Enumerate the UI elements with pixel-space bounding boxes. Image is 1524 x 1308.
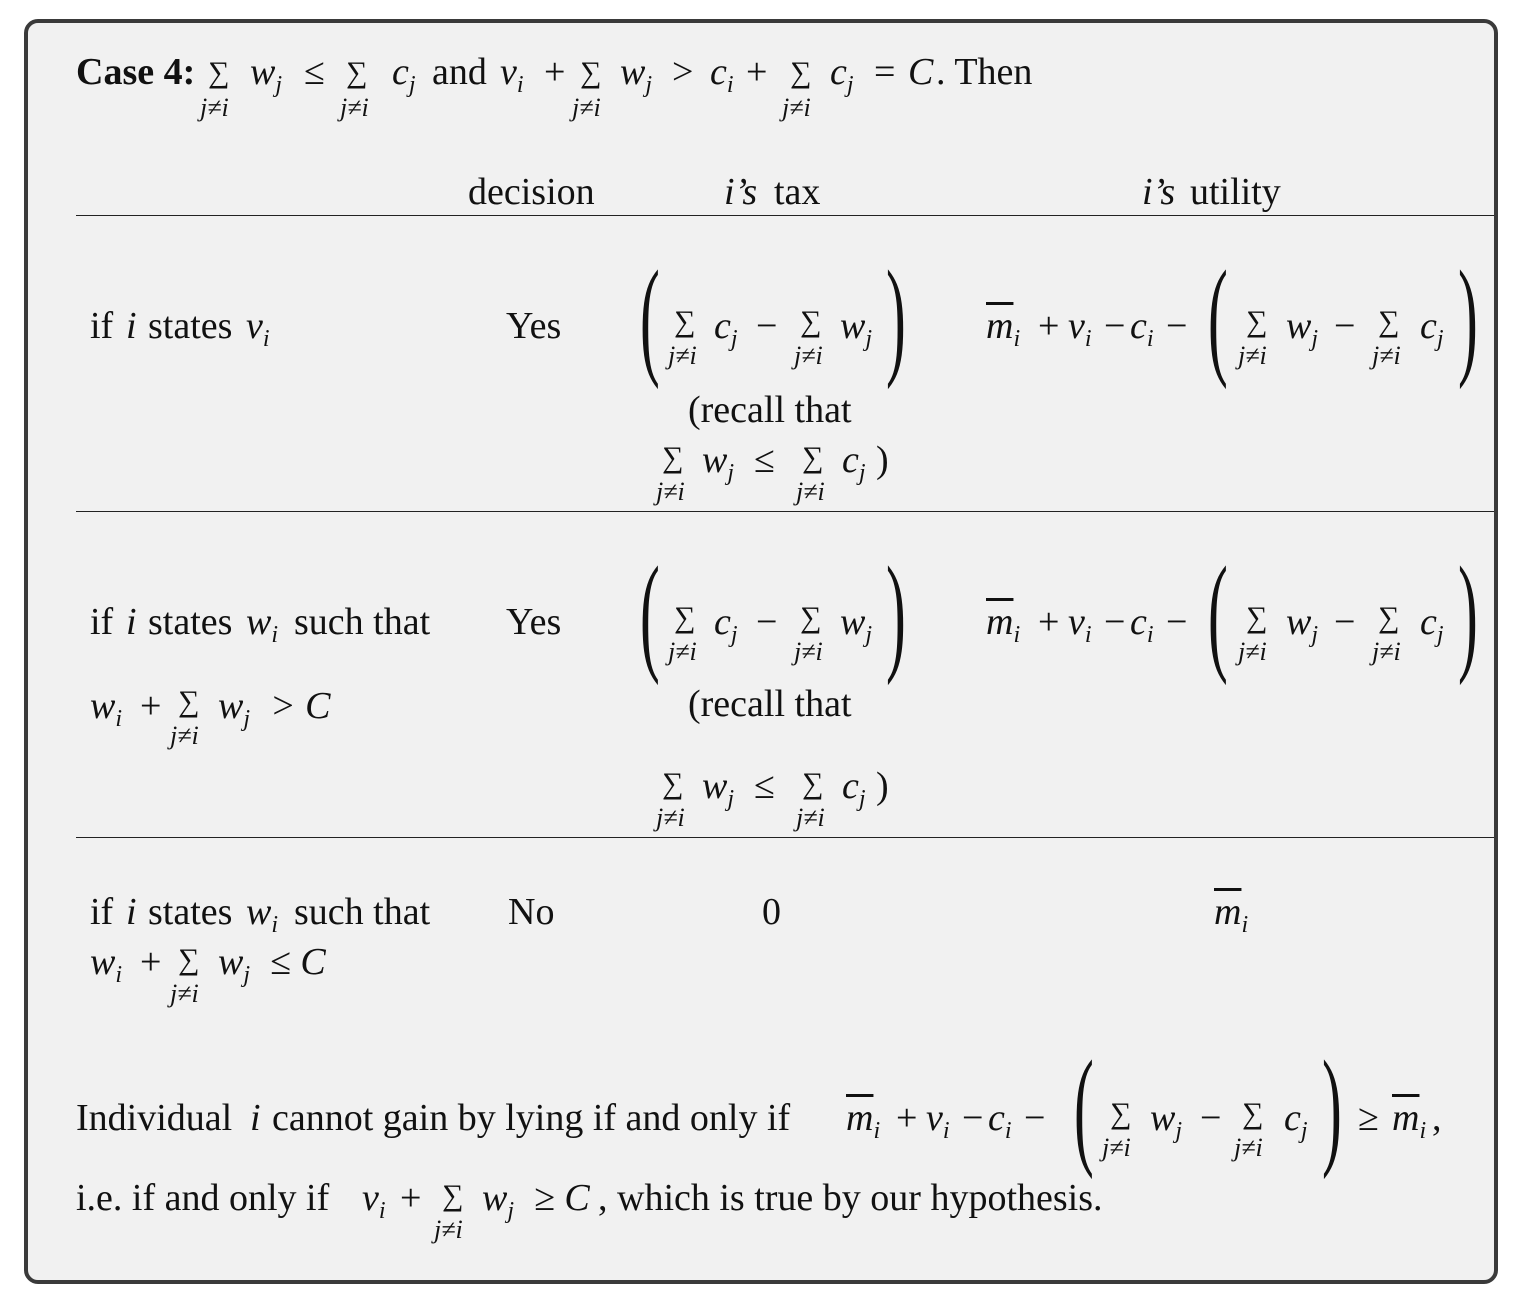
subscript: i <box>378 1198 386 1224</box>
math-text <box>1420 305 1444 352</box>
subscript: j≠i <box>1102 1133 1131 1162</box>
math-text: c <box>710 51 727 93</box>
math-text: w <box>482 1177 508 1219</box>
math-text: c <box>1284 1097 1301 1139</box>
subscript: i <box>1146 326 1154 352</box>
math-text: i.e. if and only if <box>76 1177 330 1219</box>
subscript: i <box>1241 912 1249 938</box>
math-text: v <box>1068 305 1085 347</box>
sum-symbol: ∑ <box>580 56 602 89</box>
math-text: c <box>842 765 859 807</box>
math-text: w <box>840 601 866 643</box>
math-text: if <box>90 601 114 643</box>
math-text <box>1068 601 1092 648</box>
math-text <box>392 51 416 98</box>
math-text: w <box>702 765 728 807</box>
sum-symbol: ∑ <box>1110 1097 1132 1130</box>
subscript: j <box>507 1198 515 1224</box>
math-text <box>1068 305 1092 352</box>
math-text: c <box>842 439 859 481</box>
math-text <box>1286 601 1319 648</box>
math-text: − <box>1334 601 1356 643</box>
sum-symbol: ∑ <box>346 56 368 89</box>
math-text: w <box>246 891 272 933</box>
math-text <box>842 439 866 486</box>
subscript: i <box>271 912 279 938</box>
subscript: j <box>865 326 873 352</box>
subscript: j≠i <box>668 341 697 370</box>
math-text: (recall that <box>688 389 852 431</box>
math-text: i <box>126 601 137 643</box>
subscript: j <box>846 72 854 98</box>
decision-value: Yes <box>506 601 562 643</box>
math-text: + <box>1038 305 1060 347</box>
math-text <box>1130 601 1154 648</box>
math-text: if <box>90 305 114 347</box>
math-text: i <box>126 305 137 347</box>
subscript: j <box>1300 1118 1308 1144</box>
parenthesis: ) <box>886 539 906 686</box>
math-text <box>246 601 279 648</box>
parenthesis: ( <box>640 539 660 686</box>
math-text <box>702 439 735 486</box>
sum-symbol: ∑ <box>800 305 822 338</box>
math-text: $\overline{m}$ <box>1392 1097 1420 1139</box>
math-text: + <box>896 1097 918 1139</box>
math-text: v <box>500 51 517 93</box>
math-text: c <box>1130 305 1147 347</box>
math-text <box>842 765 866 812</box>
math-text: c <box>988 1097 1005 1139</box>
subscript: i <box>942 1118 950 1144</box>
math-text: − <box>1024 1097 1046 1139</box>
math-text <box>90 941 123 988</box>
decision-value: Yes <box>506 305 562 347</box>
subscript: i <box>271 622 279 648</box>
math-text <box>986 601 1021 648</box>
math-text: + <box>746 51 768 93</box>
subscript: i <box>1013 326 1021 352</box>
math-text: − <box>1200 1097 1222 1139</box>
math-text: . Then <box>936 51 1033 93</box>
math-text: states <box>148 305 233 347</box>
col-utility-prefix: i’s <box>1142 171 1176 213</box>
subscript: j≠i <box>1234 1133 1263 1162</box>
math-text: c <box>392 51 409 93</box>
math-text: w <box>90 685 116 727</box>
math-text: ≥ C <box>534 1177 590 1219</box>
case-label: Case 4: <box>76 51 196 93</box>
math-text <box>218 941 251 988</box>
math-text: C <box>908 51 934 93</box>
subscript: j≠i <box>796 803 825 832</box>
subscript: j <box>243 706 251 732</box>
subscript: j <box>1311 326 1319 352</box>
math-text: w <box>1150 1097 1176 1139</box>
sum-symbol: ∑ <box>674 601 696 634</box>
math-text: > C <box>270 685 331 727</box>
math-text: − <box>1104 601 1126 643</box>
sum-symbol: ∑ <box>674 305 696 338</box>
parenthesis: ( <box>640 243 660 390</box>
math-text: > <box>672 51 694 93</box>
math-text: c <box>714 305 731 347</box>
math-text: ) <box>876 765 889 807</box>
subscript: j≠i <box>1372 341 1401 370</box>
math-text: if <box>90 891 114 933</box>
math-text: , which is true by our hypothesis. <box>598 1177 1103 1219</box>
math-text: c <box>714 601 731 643</box>
subscript: j <box>730 622 738 648</box>
sum-symbol: ∑ <box>802 767 824 800</box>
subscript: i <box>1146 622 1154 648</box>
subscript: i <box>873 1118 881 1144</box>
subscript: j≠i <box>1372 637 1401 666</box>
subscript: j <box>1311 622 1319 648</box>
subscript: j≠i <box>794 637 823 666</box>
math-text: w <box>90 941 116 983</box>
subscript: i <box>115 706 123 732</box>
parenthesis: ( <box>1208 243 1228 390</box>
math-text <box>620 51 653 98</box>
subscript: j≠i <box>170 721 199 750</box>
math-text: = <box>874 51 896 93</box>
math-text: c <box>1420 305 1437 347</box>
sum-symbol: ∑ <box>1378 305 1400 338</box>
sum-symbol: ∑ <box>178 943 200 976</box>
math-text: ≤ <box>754 765 775 807</box>
math-text: states <box>148 891 233 933</box>
math-text: Individual <box>76 1097 233 1139</box>
math-text <box>840 601 873 648</box>
parenthesis: ) <box>1458 539 1478 686</box>
subscript: i <box>1084 622 1092 648</box>
math-text <box>926 1097 950 1144</box>
math-text <box>714 305 738 352</box>
subscript: j≠i <box>1238 341 1267 370</box>
col-utility: utility <box>1190 171 1281 213</box>
math-text: v <box>1068 601 1085 643</box>
subscript: j≠i <box>796 477 825 506</box>
math-text: w <box>1286 305 1312 347</box>
math-text: c <box>830 51 847 93</box>
sum-symbol: ∑ <box>790 56 812 89</box>
subscript: j <box>727 460 735 486</box>
math-text: v <box>926 1097 943 1139</box>
math-text: ≤ C <box>270 941 326 983</box>
math-text: $\overline{m}$ <box>986 601 1014 643</box>
math-text: − <box>1166 601 1188 643</box>
math-text <box>714 601 738 648</box>
col-decision: decision <box>468 171 595 213</box>
parenthesis: ( <box>1074 1033 1094 1180</box>
subscript: i <box>115 962 123 988</box>
math-text: (recall that <box>688 683 852 725</box>
math-text <box>250 51 283 98</box>
math-text <box>500 51 524 98</box>
math-text <box>1150 1097 1183 1144</box>
subscript: j <box>727 786 735 812</box>
subscript: j <box>408 72 416 98</box>
subscript: j≠i <box>340 93 369 122</box>
math-text: + <box>140 941 162 983</box>
sum-symbol: ∑ <box>1246 305 1268 338</box>
math-text <box>986 305 1021 352</box>
subscript: j <box>1175 1118 1183 1144</box>
math-text: − <box>756 305 778 347</box>
math-text <box>846 1097 881 1144</box>
math-text: + <box>544 51 566 93</box>
sum-symbol: ∑ <box>442 1179 464 1212</box>
math-text: − <box>1104 305 1126 347</box>
sum-symbol: ∑ <box>1242 1097 1264 1130</box>
sum-symbol: ∑ <box>802 441 824 474</box>
utility-value <box>1214 891 1249 938</box>
subscript: j <box>865 622 873 648</box>
sum-symbol: ∑ <box>800 601 822 634</box>
math-text: w <box>218 685 244 727</box>
subscript: i <box>262 326 270 352</box>
math-text: w <box>840 305 866 347</box>
subscript: j <box>645 72 653 98</box>
col-tax: tax <box>774 171 821 213</box>
parenthesis: ) <box>1322 1033 1342 1180</box>
sum-symbol: ∑ <box>662 767 684 800</box>
math-text <box>246 305 270 352</box>
math-text: v <box>362 1177 379 1219</box>
math-text: , <box>1432 1097 1442 1139</box>
parenthesis: ( <box>1208 539 1228 686</box>
tax-value: 0 <box>762 891 781 933</box>
sum-symbol: ∑ <box>1378 601 1400 634</box>
header-rule <box>76 215 1494 216</box>
math-text <box>1286 305 1319 352</box>
math-text: states <box>148 601 233 643</box>
subscript: j <box>1436 326 1444 352</box>
math-text <box>246 891 279 938</box>
subscript: j <box>243 962 251 988</box>
decision-value: No <box>508 891 555 933</box>
math-text: − <box>1334 305 1356 347</box>
math-text: c <box>1420 601 1437 643</box>
subscript: j <box>1436 622 1444 648</box>
math-text: ) <box>876 439 889 481</box>
document-box <box>24 19 1498 1284</box>
math-text: $\overline{m}$ <box>1214 891 1242 933</box>
math-text: + <box>1038 601 1060 643</box>
parenthesis: ) <box>1458 243 1478 390</box>
math-text: i <box>126 891 137 933</box>
sum-symbol: ∑ <box>1246 601 1268 634</box>
row-rule <box>76 511 1494 512</box>
math-text: v <box>246 305 263 347</box>
math-text <box>988 1097 1012 1144</box>
math-text <box>840 305 873 352</box>
math-text <box>1392 1097 1427 1144</box>
subscript: j≠i <box>656 803 685 832</box>
math-text <box>1420 601 1444 648</box>
math-text <box>1130 305 1154 352</box>
subscript: j≠i <box>656 477 685 506</box>
math-text <box>710 51 734 98</box>
math-text: − <box>1166 305 1188 347</box>
subscript: i <box>516 72 524 98</box>
math-text: w <box>218 941 244 983</box>
math-text: ≤ <box>754 439 775 481</box>
math-text <box>702 765 735 812</box>
math-text <box>218 685 251 732</box>
subscript: j≠i <box>782 93 811 122</box>
subscript: j <box>730 326 738 352</box>
subscript: j <box>858 460 866 486</box>
math-text: and <box>432 51 487 93</box>
subscript: i <box>1419 1118 1427 1144</box>
sum-symbol: ∑ <box>662 441 684 474</box>
row-rule <box>76 837 1494 838</box>
math-text: $\overline{m}$ <box>986 305 1014 347</box>
math-text <box>1284 1097 1308 1144</box>
col-tax-prefix: i’s <box>724 171 758 213</box>
sum-symbol: ∑ <box>178 685 200 718</box>
sum-symbol: ∑ <box>208 56 230 89</box>
math-text: w <box>246 601 272 643</box>
subscript: j≠i <box>200 93 229 122</box>
math-text <box>90 685 123 732</box>
math-text: $\overline{m}$ <box>846 1097 874 1139</box>
subscript: j≠i <box>434 1215 463 1244</box>
math-text: such that <box>294 891 431 933</box>
math-text: w <box>250 51 276 93</box>
subscript: j≠i <box>794 341 823 370</box>
math-text <box>830 51 854 98</box>
math-text: + <box>400 1177 422 1219</box>
math-text: ≥ <box>1358 1097 1379 1139</box>
math-text: such that <box>294 601 431 643</box>
math-text: i <box>250 1097 261 1139</box>
subscript: j <box>858 786 866 812</box>
subscript: i <box>1084 326 1092 352</box>
subscript: i <box>1013 622 1021 648</box>
math-text: − <box>756 601 778 643</box>
math-text: w <box>1286 601 1312 643</box>
math-text: − <box>962 1097 984 1139</box>
math-text: + <box>140 685 162 727</box>
subscript: j≠i <box>1238 637 1267 666</box>
subscript: j≠i <box>170 979 199 1008</box>
math-text <box>482 1177 515 1224</box>
subscript: i <box>1004 1118 1012 1144</box>
math-text: c <box>1130 601 1147 643</box>
subscript: j≠i <box>668 637 697 666</box>
math-text: w <box>702 439 728 481</box>
math-text: w <box>620 51 646 93</box>
parenthesis: ) <box>886 243 906 390</box>
math-text <box>362 1177 386 1224</box>
subscript: j≠i <box>572 93 601 122</box>
subscript: j <box>275 72 283 98</box>
subscript: i <box>726 72 734 98</box>
math-text: cannot gain by lying if and only if <box>272 1097 791 1139</box>
math-text: ≤ <box>304 51 325 93</box>
